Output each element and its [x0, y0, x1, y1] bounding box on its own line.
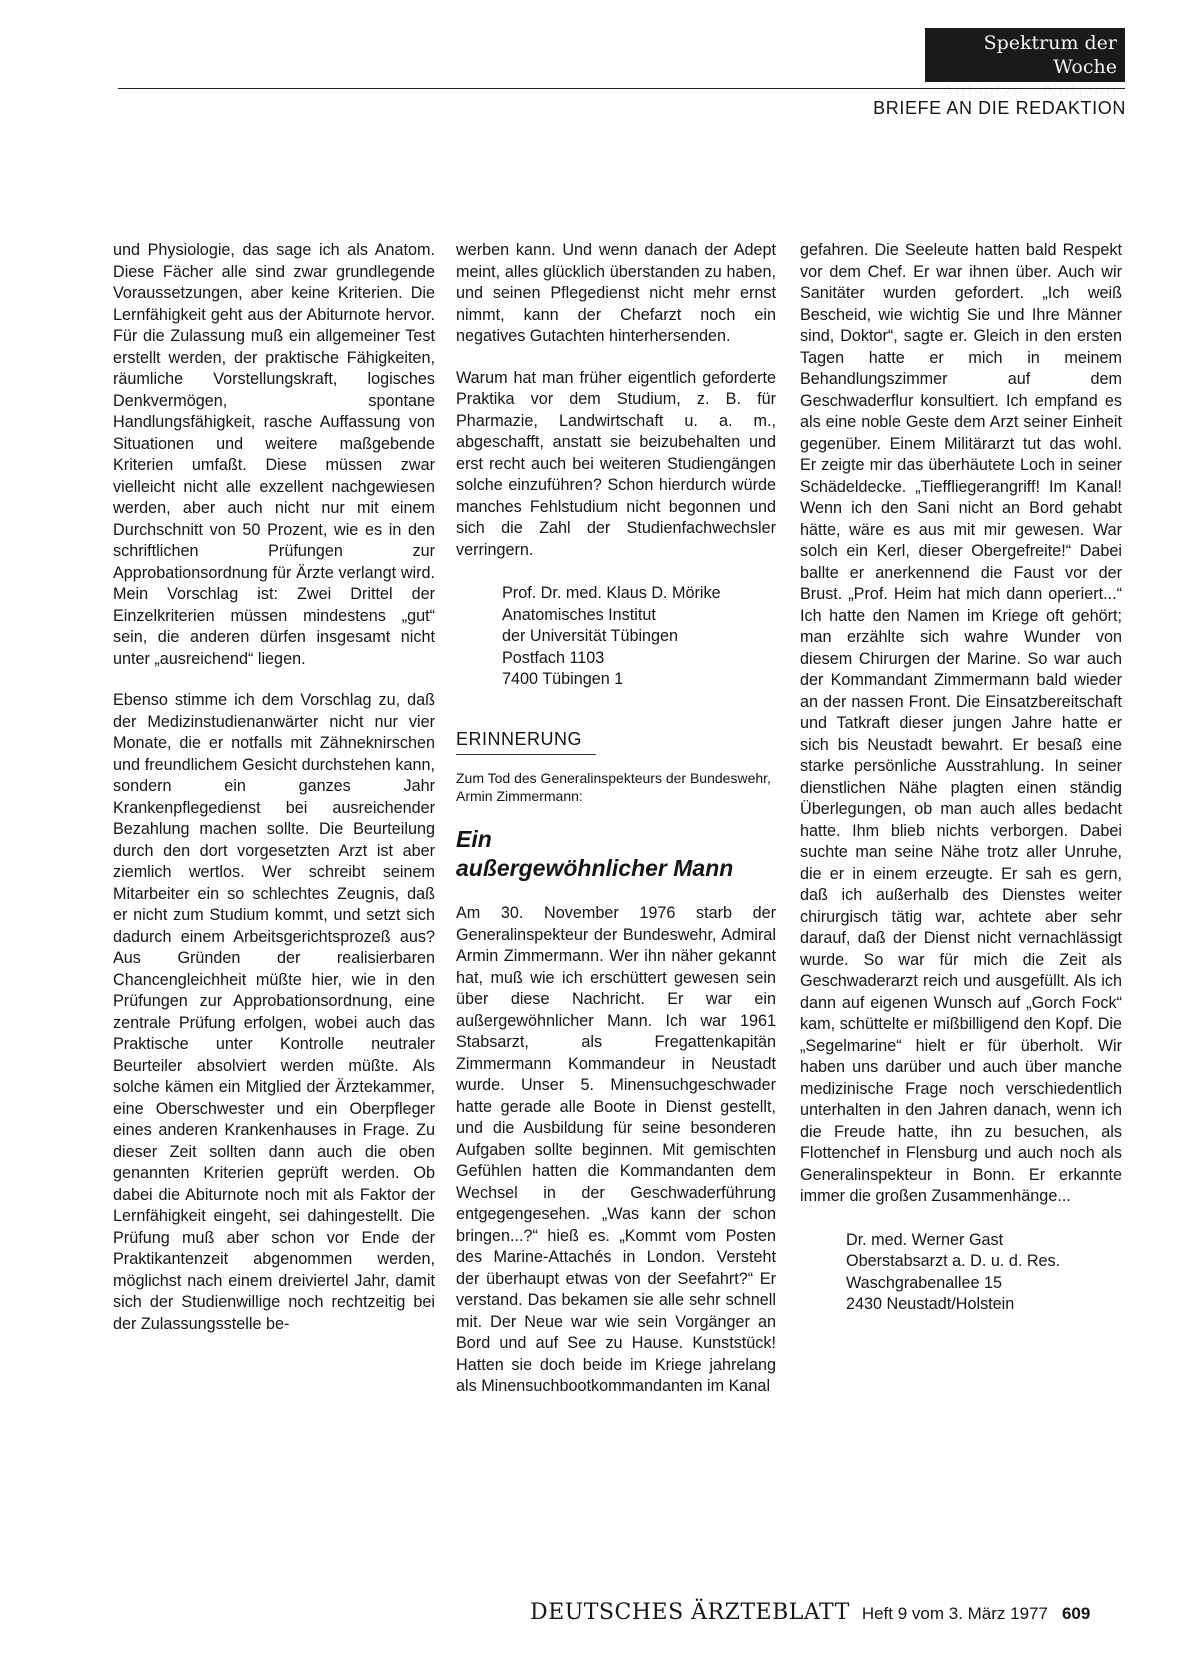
- rubric-heading: ERINNERUNG: [456, 728, 583, 749]
- section-label: BRIEFE AN DIE REDAKTION: [873, 98, 1126, 118]
- letter-paragraph: Warum hat man früher eigentlich geforderte Praktika vor dem Studium, z. B. für Pharmazie, Landwirtschaft u. a. m., abgeschafft, anstatt sie beizubehalten und erst recht auch bei weiteren Studiengängen solche einzuführen? Schon hierdurch würde manches Fehlstudium nicht begonnen und sich die Zahl der Studienfachwechsler verringern.: [456, 368, 776, 559]
- letter-paragraph: werben kann. Und wenn danach der Adept meint, alles glücklich überstanden zu haben, und seinen Pflegedienst nicht mehr ernst nimmt, kann der Chefarzt noch ein negatives Gutachten hinterhersenden.: [456, 241, 776, 345]
- article-title-line: außergewöhnlicher Mann: [456, 855, 734, 881]
- header-rule: [118, 88, 1125, 89]
- letter-paragraph: und Physiologie, das sage ich als Anatom. Diese Fächer alle sind zwar grundlegende Voraussetzungen, aber keine Kriterien. Die Lernfähigkeit geht aus der Abiturnote hervor. Für die Zulassung muß ein allgemeiner Test erstellt werden, der praktische Fähigkeiten, räumliche Vorstellungskraft, logisches Denkvermögen, spontane Handlungsfähigkeit, rasche Auffassung von Situationen und weitere maßgebende Kriterien umfaßt. Diese müssen zwar vielleicht nicht alle exzellent nachgewiesen werden, aber auch nicht nur mit einem Durchschnitt von 50 Prozent, wie es in den schriftlichen Prüfungen zur Approbationsordnung für Ärzte verlangt wird. Mein Vorschlag ist: Zwei Drittel der Einzelkriterien müssen mindestens „gut“ sein, die anderen dürfen insgesamt nicht unter „ausreichend“ liegen.: [113, 241, 435, 668]
- page-number: 609: [1061, 1604, 1091, 1623]
- article-paragraph: gefahren. Die Seeleute hatten bald Respekt vor dem Chef. Er war ihnen über. Auch wir Sanitäter wurden gefordert. „Ich weiß Bescheid, wie wichtig Sie und Ihre Männer sind, Doktor“, sagte er. Gleich in den ersten Tagen hatte er mich in meinem Behandlungszimmer auf dem Geschwaderflur konsultiert. Ich empfand es als eine noble Geste dem Arzt seiner Einheit gegenüber. Einem Militärarzt tut das wohl. Er zeigte mir das überhäutete Loch in seiner Schädeldecke. „Tieffliegerangriff! Im Kanal! Wenn ich den Sani nicht an Bord gehabt hätte, wäre es aus mit mir gewesen. War solch ein Kerl, dieser Obergefreite!“ Dabei ballte er anerkennend die Faust vor der Brust. „Prof. Heim hat mich dann operiert...“ Ich hatte den Namen im Kriege oft gehört; man erzählte sich wahre Wunder von diesem Chirurgen der Marine. So war auch der Kommandant Zimmermann bald wieder an der nassen Front. Die Einsatzbereitschaft und Tatkraft dieser jungen Jahre hatte er sich bis Neustadt bewahrt. Er besaß eine starke persönliche Ausstrahlung. In seiner dienstlichen Nähe plagten einen ständig Überlegungen, ob man auch alles bedacht hatte. Ihm blieb nichts verborgen. Dabei suchte man seine Nähe trotz aller Unruhe, die er in einem erzeugte. Er sah es gern, daß ich außerhalb des Dienstes weiter chirurgisch tätig war, achtete aber sehr darauf, daß der Dienst nicht vernachlässigt wurde. So war für mich die Zeit als Geschwaderarzt reich und ausgefüllt. Als ich dann auf eigenen Wunsch auf „Gorch Fock“ kam, schüttelte er mißbilligend den Kopf. Die „Segelmarine“ hielt er für überholt. Wir haben uns darüber und auch über manche medizinische Frage noch verschiedentlich unterhalten in den Jahren danach, wenn ich die Freude hatte, ihn zu besuchen, als Flottenchef in Flensburg und auch noch als Generalinspekteur in Bonn. Er erkannte immer die großen Zusammenhänge...: [800, 241, 1122, 1205]
- masthead: DEUTSCHES ÄRZTEBLATT: [530, 1600, 850, 1625]
- letter-paragraph: Ebenso stimme ich dem Vorschlag zu, daß der Medizinstudienanwärter nicht nur vier Monate, die er notfalls mit Zähneknirschen und freundlichem Gesicht durchstehen kann, sondern ein ganzes Jahr Krankenpflegedienst bei ausreichender Bezahlung machen sollte. Die Beurteilung durch den dort vorgesetzten Arzt ist aber ziemlich wertlos. Wer schreibt seinem Mitarbeiter ein so schlechtes Zeugnis, daß er nicht zum Studium kommt, und setzt sich dadurch einem Arbeitsgerichtsprozeß aus? Aus Gründen der realisierbaren Chancengleichheit müßte hier, wie in den Prüfungen zur Approbationsordnung, eine zentrale Prüfung erfolgen, wobei auch das Praktische unter Kontrolle neutraler Beurteiler absolviert werden müßte. Als solche kämen ein Mitglied der Ärztekammer, eine Oberschwester und ein Oberpfleger eines anderen Krankenhauses in Frage. Zu dieser Zeit sollten dann auch die oben genannten Kriterien geprüft werden. Ob dabei die Abiturnote noch mit als Faktor der Lernfähigkeit eingeht, sei dahingestellt. Die Prüfung muß aber schon vor Ende der Praktikantenzeit abgenommen werden, möglichst nach einem dreiviertel Jahr, damit sich der Studienwillige noch rechtzeitig bei der Zulassungsstelle be-: [113, 691, 435, 1333]
- rubric-rule: [456, 754, 596, 755]
- issue-info: Heft 9 vom 3. März 1977: [861, 1604, 1048, 1623]
- signature-line: Postfach 1103: [502, 648, 605, 667]
- badge-line-2: Aufsätze · Notizen: [940, 80, 1117, 102]
- signature-line: Prof. Dr. med. Klaus D. Mörike: [502, 584, 721, 602]
- column-3: [800, 240, 1122, 1316]
- article-kicker: Zum Tod des Generalinspekteurs der Bundeswehr, Armin Zimmermann:: [456, 770, 771, 804]
- signature-line: Dr. med. Werner Gast: [846, 1230, 1004, 1249]
- column-2: [456, 240, 776, 1418]
- section-badge: [925, 28, 1125, 102]
- article-paragraph: Am 30. November 1976 starb der Generalinspekteur der Bundeswehr, Admiral Armin Zimmermann. Wer ihn näher gekannt hat, muß wie ich erschüttert gewesen sein über diese Nachricht. Er war ein außergewöhnlicher Mann. Ich war 1961 Stabsarzt, als Fregattenkapitän Zimmermann Kommandeur in Neustadt wurde. Unser 5. Minensuchgeschwader hatte gerade alle Boote in Dienst gestellt, und die Ausbildung für seine besonderen Aufgaben sollte beginnen. Mit gemischten Gefühlen hatten die Kommandanten dem Wechsel in der Geschwaderführung entgegengesehen. „Was kann der schon bringen...?“ hieß es. „Kommt vom Posten des Marine-Attachés in London. Versteht der überhaupt etwas von der Seefahrt?“ Er verstand. Das bekamen sie alle sehr schnell mit. Der Neue war wie sein Vorgänger an Bord und auf See zu Hause. Kunststück! Hatten sie doch beide im Kriege jahrelang als Minensuchbootkommandanten im Kanal: [456, 904, 776, 1395]
- article-signature: [846, 1230, 1122, 1316]
- signature-line: Waschgrabenallee 15: [846, 1273, 1002, 1292]
- signature-line: 7400 Tübingen 1: [502, 670, 624, 688]
- letter-signature: [502, 583, 776, 691]
- badge-line-1: Spektrum der Woche: [983, 32, 1117, 78]
- signature-line: Anatomisches Institut: [502, 605, 656, 624]
- signature-line: Oberstabsarzt a. D. u. d. Res.: [846, 1252, 1061, 1270]
- article-title: [456, 825, 776, 883]
- article-title-line: Ein: [456, 826, 492, 852]
- signature-line: der Universität Tübingen: [502, 627, 679, 645]
- signature-line: 2430 Neustadt/Holstein: [846, 1295, 1015, 1313]
- page-footer: [530, 1600, 1090, 1625]
- column-1: [113, 240, 435, 1355]
